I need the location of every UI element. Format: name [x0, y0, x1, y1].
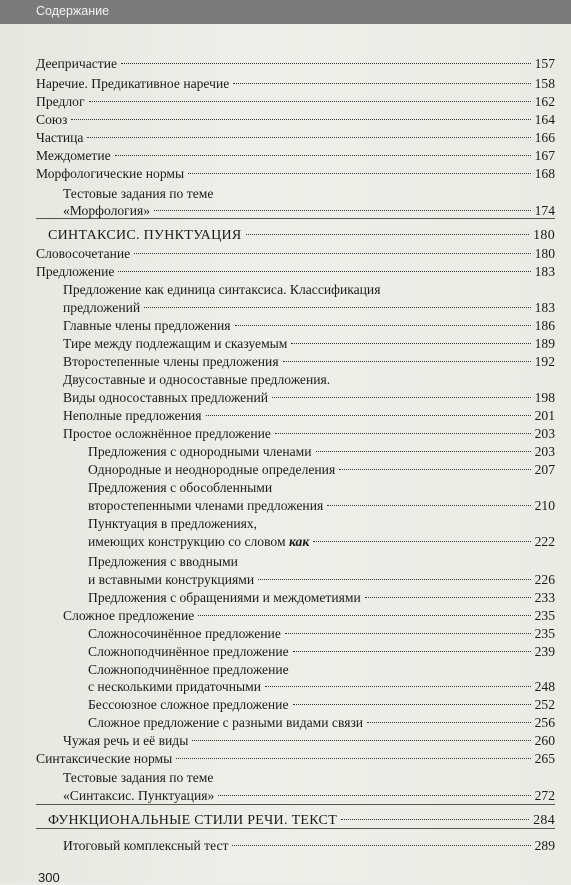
toc-page-number: 203 [534, 444, 555, 459]
toc-entry-text: Двусоставные и односоставные предложения. [63, 372, 331, 387]
toc-entry-title [88, 695, 289, 715]
toc-entry [36, 262, 555, 282]
toc-entry [88, 496, 555, 516]
toc-entry-title [63, 424, 271, 444]
toc-entry [36, 244, 555, 264]
page-number: 300 [38, 870, 60, 885]
toc-page-number: 289 [534, 838, 555, 853]
toc-page-number: 235 [534, 626, 555, 641]
toc-entry [63, 606, 555, 626]
dot-leader [327, 505, 530, 506]
toc-page-number: 168 [534, 166, 555, 181]
toc-entry-title-text: Сложное предложение [63, 608, 195, 623]
toc-entry-title-text: Сложное предложение с разными видами связи [88, 715, 364, 730]
toc-entry [36, 92, 555, 112]
toc-entry [63, 836, 555, 856]
dot-leader [365, 597, 531, 598]
toc-entry-title-text: Чужая речь и её виды [63, 733, 189, 748]
toc-page-number: 252 [534, 697, 555, 712]
toc-page-number: 180 [534, 246, 555, 261]
toc-entry-title-text: Морфологические нормы [36, 166, 185, 181]
toc-entry-title-text: «Синтаксис. Пунктуация» [63, 788, 215, 803]
dot-leader [272, 397, 531, 398]
toc-entry [88, 460, 555, 480]
toc-page-number: 284 [533, 813, 555, 828]
section-rule [36, 804, 555, 805]
toc-entry [88, 624, 555, 644]
toc-entry-title-text: Виды односоставных предложений [63, 390, 269, 405]
dot-leader [144, 307, 530, 308]
toc-entry-title [63, 731, 188, 751]
toc-entry-title-text: Главные члены предложения [63, 318, 231, 333]
toc-entry [63, 424, 555, 444]
toc-page-number: 233 [534, 590, 555, 605]
toc-entry [63, 334, 555, 354]
toc-entry-title-text: ФУНКЦИОНАЛЬНЫЕ СТИЛИ РЕЧИ. ТЕКСТ [48, 813, 338, 828]
toc-entry-text: Пунктуация в предложениях, [88, 516, 258, 531]
toc-page-number: 235 [534, 608, 555, 623]
toc-entry-title [36, 749, 172, 769]
dot-leader [367, 722, 531, 723]
toc-page-number: 180 [533, 228, 555, 243]
dot-leader [293, 651, 531, 652]
toc-entry [63, 731, 555, 751]
toc-entry [63, 316, 555, 336]
toc-entry-title [36, 74, 229, 94]
toc-entry-title [88, 570, 254, 590]
dot-leader [192, 740, 530, 741]
toc-entry [88, 642, 555, 662]
toc-page-number: 183 [534, 264, 555, 279]
toc-entry-title-text: Неполные предложения [63, 408, 202, 423]
toc-entry-title [88, 588, 361, 608]
toc-entry-title-text: Простое осложнённое предложение [63, 426, 271, 441]
dot-leader [206, 415, 531, 416]
dot-leader [258, 579, 530, 580]
dot-leader [134, 253, 530, 254]
dot-leader [293, 704, 531, 705]
toc-entry-title [36, 92, 85, 112]
dot-leader [313, 541, 530, 542]
toc-entry-title-text: «Морфология» [63, 203, 151, 218]
section-rule [36, 828, 555, 829]
dot-leader [118, 271, 530, 272]
toc-page-number: 207 [534, 462, 555, 477]
toc-entry-title-text: Деепричастие [36, 56, 118, 71]
dot-leader [121, 63, 531, 64]
running-header-title: Содержание [36, 4, 110, 18]
toc-entry [88, 532, 555, 552]
toc-page-number: 265 [534, 751, 555, 766]
toc-page-number: 157 [534, 56, 555, 71]
toc-entry-text: Предложения с обособленными [88, 480, 273, 495]
toc-entry-title-text: Сложносочинённое предложение [88, 626, 281, 641]
toc-entry-title-text: Частица [36, 130, 84, 145]
toc-entry-title [63, 388, 268, 408]
dot-leader [176, 758, 530, 759]
toc-page-number: 239 [534, 644, 555, 659]
toc-entry-title [63, 836, 228, 856]
toc-entry [88, 695, 555, 715]
toc-entry-title [63, 406, 202, 426]
toc-page-number: 192 [534, 354, 555, 369]
dot-leader [246, 234, 530, 235]
dot-leader [285, 633, 531, 634]
toc-page-number: 260 [534, 733, 555, 748]
toc-entry [63, 298, 555, 318]
toc-entry-text: Тестовые задания по теме [63, 186, 214, 201]
toc-section-heading [48, 226, 555, 246]
toc-page-number: 248 [534, 679, 555, 694]
toc-page-number: 164 [534, 112, 555, 127]
toc-entry-title-text: и вставными конструкциями [88, 572, 255, 587]
section-rule [36, 218, 555, 219]
toc-entry [63, 786, 555, 806]
toc-entry-title-text: предложений [63, 300, 141, 315]
toc-entry-title-text: с несколькими придаточными [88, 679, 262, 694]
dot-leader [87, 137, 530, 138]
toc-entry [88, 713, 555, 733]
dot-leader [316, 451, 531, 452]
toc-entry-text: Сложноподчинённое предложение [88, 662, 289, 677]
dot-leader [291, 343, 530, 344]
dot-leader [341, 819, 529, 820]
toc-entry [63, 388, 555, 408]
toc-page-number: 201 [534, 408, 555, 423]
toc-entry-title [48, 226, 242, 246]
toc-entry-title-text: СИНТАКСИС. ПУНКТУАЦИЯ [48, 228, 242, 243]
toc-entry [36, 164, 555, 184]
toc-entry [36, 54, 555, 74]
toc-entry-title [36, 262, 114, 282]
dot-leader [71, 119, 530, 120]
toc-entry-title-text: Междометие [36, 148, 111, 163]
toc-entry-title [36, 110, 67, 130]
toc-page-number: 183 [534, 300, 555, 315]
toc-page-number: 256 [534, 715, 555, 730]
toc-entry-title [88, 460, 335, 480]
toc-entry [63, 406, 555, 426]
dot-leader [89, 101, 531, 102]
toc-entry-title-text: Союз [36, 112, 68, 127]
toc-page-number: 210 [534, 498, 555, 513]
toc-entry [36, 74, 555, 94]
toc-entry [88, 570, 555, 590]
toc-entry-title-text: Тире между подлежащим и сказуемым [63, 336, 288, 351]
toc-page-number: 222 [534, 534, 555, 549]
toc-entry-title-text: Предложения с однородными членами [88, 444, 312, 459]
toc-entry-title [88, 442, 312, 462]
toc-page-number: 167 [534, 148, 555, 163]
dot-leader [232, 845, 530, 846]
toc-entry-title [63, 334, 287, 354]
toc-entry-title [88, 624, 281, 644]
dot-leader [233, 83, 530, 84]
toc-entry [36, 110, 555, 130]
toc-entry-title-text: Итоговый комплексный тест [63, 838, 229, 853]
toc-page-number: 162 [534, 94, 555, 109]
dot-leader [188, 173, 530, 174]
toc-entry [63, 352, 555, 372]
toc-page-number: 166 [534, 130, 555, 145]
toc-entry-title [63, 606, 194, 626]
toc-entry-title [88, 642, 289, 662]
toc-entry-title-text: Второстепенные члены предложения [63, 354, 279, 369]
toc-entry [36, 749, 555, 769]
toc-entry-text: Предложение как единица синтаксиса. Классификация [63, 282, 381, 297]
toc-entry-text: Предложения с вводными [88, 554, 238, 569]
dot-leader [198, 615, 530, 616]
toc-entry-title-text: Словосочетание [36, 246, 131, 261]
toc-entry-title-text: Предлог [36, 94, 85, 109]
toc-entry-title [63, 316, 231, 336]
toc-page-number: 203 [534, 426, 555, 441]
dot-leader [115, 155, 531, 156]
dot-leader [218, 795, 530, 796]
toc-entry-title [36, 128, 83, 148]
toc-entry-title-text: Предложения с обращениями и междометиями [88, 590, 361, 605]
toc-entry [88, 677, 555, 697]
toc-entry-emphasis: как [288, 534, 310, 549]
dot-leader [154, 210, 531, 211]
toc-entry [88, 442, 555, 462]
toc-page-number: 158 [534, 76, 555, 91]
toc-entry-title [36, 54, 117, 74]
toc-page-number: 189 [534, 336, 555, 351]
toc-page-number: 226 [534, 572, 555, 587]
toc-entry [36, 128, 555, 148]
toc-page-number: 174 [534, 203, 555, 218]
toc-entry-title [88, 532, 309, 552]
toc-entry-title [63, 352, 279, 372]
dot-leader [339, 469, 530, 470]
dot-leader [283, 361, 531, 362]
toc-entry-title [88, 496, 323, 516]
dot-leader [235, 325, 531, 326]
toc-entry-title [88, 713, 363, 733]
toc-entry-title-text: имеющих конструкцию со словом [88, 534, 286, 549]
toc-entry-title-text: Сложноподчинённое предложение [88, 644, 289, 659]
toc-entry-title [36, 146, 111, 166]
toc-entry-title-text: Однородные и неоднородные определения [88, 462, 336, 477]
toc-entry-title [63, 786, 214, 806]
toc-entry-text: Тестовые задания по теме [63, 770, 214, 785]
toc-page-number: 186 [534, 318, 555, 333]
toc-entry [36, 146, 555, 166]
toc-entry-title-text: Бессоюзное сложное предложение [88, 697, 289, 712]
toc-page-number: 198 [534, 390, 555, 405]
toc-entry-title-text: Синтаксические нормы [36, 751, 173, 766]
toc-page-number: 272 [534, 788, 555, 803]
toc-entry-title [36, 244, 130, 264]
dot-leader [265, 686, 531, 687]
toc-entry-title [63, 298, 140, 318]
dot-leader [275, 433, 531, 434]
toc-entry-title [36, 164, 184, 184]
toc-entry-title-text: второстепенными членами предложения [88, 498, 324, 513]
toc-entry-title-text: Предложение [36, 264, 115, 279]
toc-entry-title-text: Наречие. Предикативное наречие [36, 76, 230, 91]
toc-entry [88, 588, 555, 608]
toc-entry-title [88, 677, 261, 697]
